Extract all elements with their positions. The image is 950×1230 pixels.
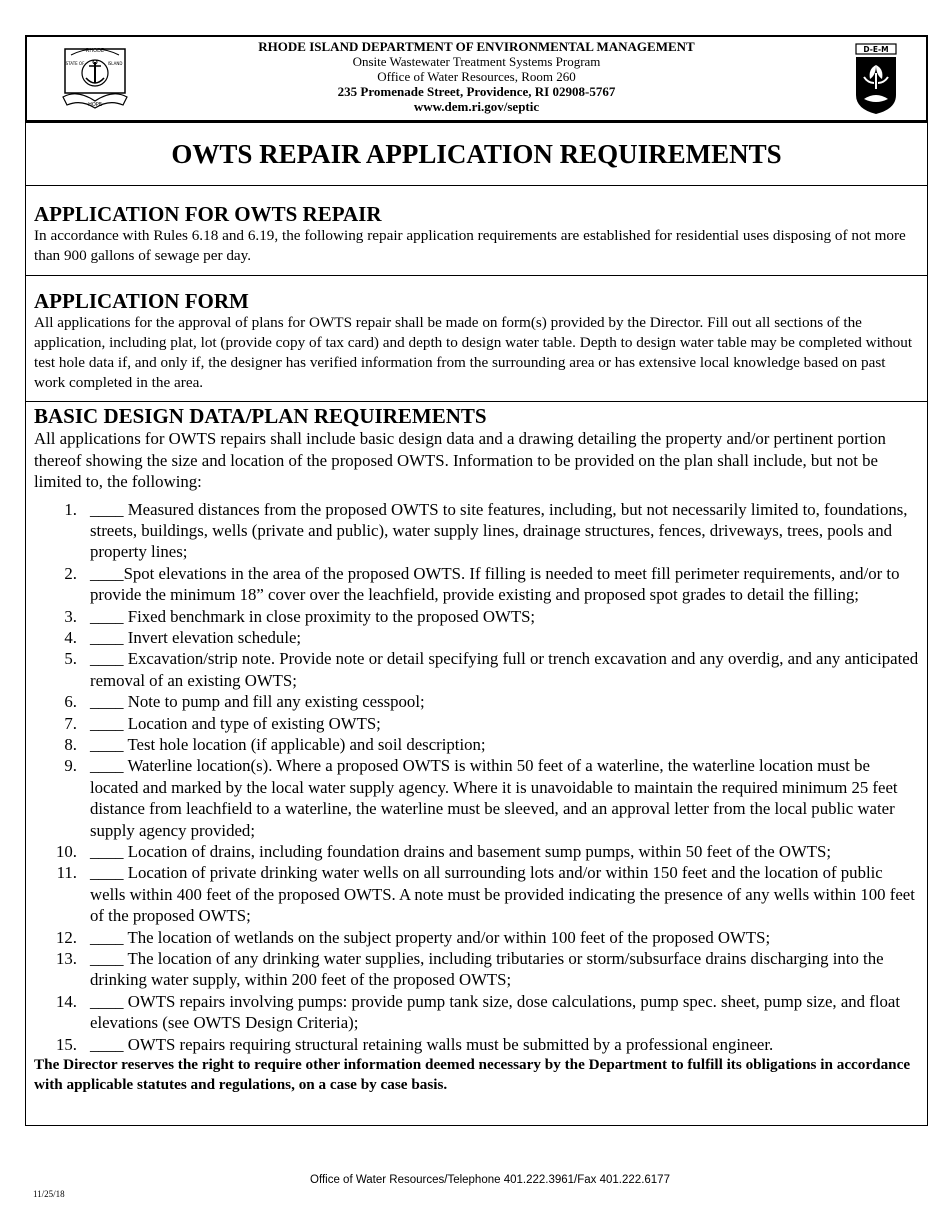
item-number: 12. <box>56 927 77 947</box>
letterhead-text <box>27 39 926 114</box>
document-frame <box>25 35 928 1126</box>
section-application-form <box>25 276 928 402</box>
item-number: 4. <box>64 627 77 647</box>
item-text: ____ Measured distances from the proposed OWTS to site features, including, but not necessarily limited to, foundations, streets, buildings, wells (private and public), water supply lines, drainage structures, fences, driveways, trees, pools and property lines; <box>90 499 908 562</box>
website-link[interactable]: www.dem.ri.gov/septic <box>413 99 540 114</box>
list-item <box>34 755 919 841</box>
item-number: 2. <box>64 563 77 583</box>
item-number: 9. <box>64 756 77 776</box>
section-heading: APPLICATION FOR OWTS REPAIR <box>34 202 382 226</box>
item-text: ____ The location of any drinking water supplies, including tributaries or storm/subsurface drains discharging into the drinking water supply, within 200 feet of the proposed OWTS; <box>90 949 884 990</box>
item-number: 8. <box>64 734 77 754</box>
item-text: ____ OWTS repairs requiring structural retaining walls must be submitted by a professional engineer. <box>90 1034 774 1054</box>
dem-logo-icon <box>854 43 898 115</box>
item-text: ____ OWTS repairs involving pumps: provide pump tank size, dose calculations, pump spec. sheet, pump size, and float elevations (see OWTS Design Criteria); <box>90 991 900 1033</box>
item-text: ____ Location of drains, including foundation drains and basement sump pumps, within 50 feet of the OWTS; <box>90 842 832 861</box>
seal-text-bottom: HOPE <box>88 102 102 108</box>
list-item <box>34 991 919 1034</box>
seal-text-right: ISLAND <box>107 61 123 66</box>
section-design-requirements <box>25 402 928 1126</box>
list-item <box>34 862 919 926</box>
item-text: ____ Invert elevation schedule; <box>90 627 302 647</box>
item-number: 5. <box>64 649 77 669</box>
item-number: 10. <box>56 842 77 861</box>
item-number: 11. <box>56 863 77 883</box>
list-item <box>34 499 919 563</box>
list-item <box>34 1034 919 1055</box>
item-text: ____ Fixed benchmark in close proximity to the proposed OWTS; <box>90 606 536 626</box>
dem-logo-text: D-E-M <box>863 45 889 54</box>
item-text: ____ Test hole location (if applicable) and soil description; <box>90 734 486 754</box>
item-number: 3. <box>64 606 77 626</box>
item-text: ____ The location of wetlands on the subject property and/or within 100 feet of the proposed OWTS; <box>90 927 771 947</box>
list-item <box>34 734 919 755</box>
agency-name: RHODE ISLAND DEPARTMENT OF ENVIRONMENTAL MANAGEMENT <box>258 39 695 54</box>
seal-text-top: RHODE <box>85 48 105 54</box>
letterhead <box>25 35 928 123</box>
footer-contact: Office of Water Resources/Telephone 401.222.3961/Fax 401.222.6177 <box>310 1174 670 1186</box>
section-application-repair <box>25 186 928 276</box>
seal-text-left: STATE OF <box>65 61 85 66</box>
item-text: ____Spot elevations in the area of the proposed OWTS. If filling is needed to meet fill perimeter requirements, and/or to provide the minimum 18” cover over the leachfield, provide existing and proposed spot grades to detail the filling; <box>90 563 900 605</box>
list-item <box>34 606 919 627</box>
item-number: 7. <box>64 713 77 733</box>
item-text: ____ Location of private drinking water wells on all surrounding lots and/or within 150 feet and the location of public wells within 400 feet of the proposed OWTS. A note must be provided indicating the presence of any wells within 100 feet of the proposed OWTS; <box>90 863 915 926</box>
office-name: Office of Water Resources, Room 260 <box>377 69 576 84</box>
list-item <box>34 563 919 606</box>
item-number: 15. <box>56 1034 77 1054</box>
closing-statement: The Director reserves the right to require other information deemed necessary by the Department to fulfill its obligations in accordance with applicable statutes and regulations, on a case by case basis. <box>34 1056 911 1094</box>
item-number: 1. <box>64 499 77 519</box>
program-name: Onsite Wastewater Treatment Systems Program <box>352 54 601 69</box>
section-heading: APPLICATION FORM <box>34 289 249 313</box>
list-item <box>34 627 919 648</box>
item-number: 6. <box>64 692 77 712</box>
list-item <box>34 648 919 691</box>
section-intro: All applications for OWTS repairs shall include basic design data and a drawing detailing the property and/or pertinent portion thereof showing the size and location of the proposed OWTS. Information to be provided on the plan shall include, but not be limited to, the following: <box>34 429 886 491</box>
list-item <box>34 948 919 991</box>
office-address: 235 Promenade Street, Providence, RI 02908-5767 <box>337 84 616 99</box>
list-item <box>34 927 919 948</box>
section-heading: BASIC DESIGN DATA/PLAN REQUIREMENTS <box>34 404 487 428</box>
page-title: OWTS REPAIR APPLICATION REQUIREMENTS <box>25 123 928 186</box>
revision-date: 11/25/18 <box>33 1189 65 1199</box>
item-number: 14. <box>56 991 77 1011</box>
requirements-list <box>34 499 919 1056</box>
item-text: ____ Location and type of existing OWTS; <box>90 713 381 733</box>
list-item <box>34 713 919 734</box>
item-number: 13. <box>56 949 77 969</box>
list-item <box>34 691 919 712</box>
section-body: All applications for the approval of plans for OWTS repair shall be made on form(s) provided by the Director. Fill out all sections of the application, including plat, lot (provide copy of tax card) and depth to design water table. Depth to design water table may be completed without test hole data if, and only if, the designer has verified information from the surrounding area or has extensive local knowledge based on past work completed in the area. <box>34 314 913 391</box>
item-text: ____ Waterline location(s). Where a proposed OWTS is within 50 feet of a waterline, the waterline location must be located and marked by the local water supply agency. Where it is unavoidable to maintain the required minimum 25 feet distance from leachfield to a waterline, the waterline must be sleeved, and an approval letter from the local public water supply agency provided; <box>90 756 898 840</box>
section-body: In accordance with Rules 6.18 and 6.19, the following repair application requirements are established for residential uses disposing of not more than 900 gallons of sewage per day. <box>34 227 906 264</box>
list-item <box>34 841 919 862</box>
item-text: ____ Note to pump and fill any existing cesspool; <box>90 692 425 712</box>
item-text: ____ Excavation/strip note. Provide note or detail specifying full or trench excavation and any overdig, and any anticipated removal of an existing OWTS; <box>90 649 919 690</box>
